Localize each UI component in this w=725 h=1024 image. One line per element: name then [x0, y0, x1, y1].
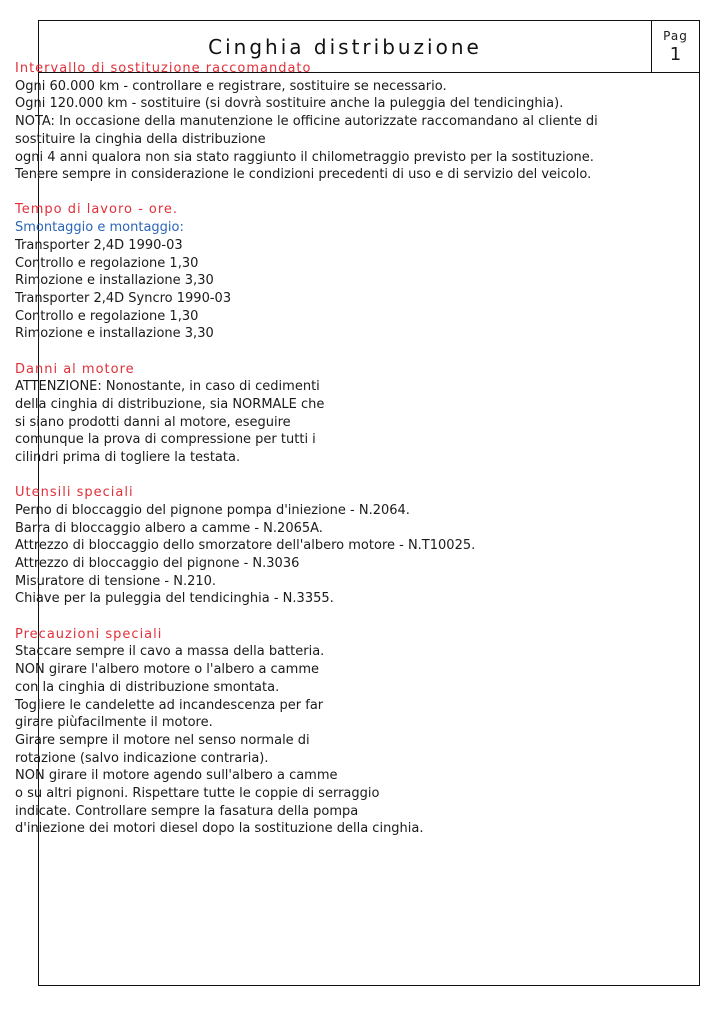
text-line: Attrezzo di bloccaggio dello smorzatore dell'albero motore - N.T10025. — [15, 538, 476, 554]
text-line: con la cinghia di distribuzione smontata. — [15, 679, 280, 695]
section-heading: Danni al motore — [15, 361, 135, 377]
text-line: Controllo e regolazione 1,30 — [15, 255, 199, 271]
text-line: indicate. Controllare sempre la fasatura della pompa — [15, 803, 359, 819]
text-line: Girare sempre il motore nel senso normale di — [15, 732, 310, 748]
text-line: della cinghia di distribuzione, sia NORMALE che — [15, 396, 325, 412]
section-danni-motore — [15, 361, 655, 467]
section-heading: Precauzioni speciali — [15, 626, 163, 642]
text-line: rotazione (salvo indicazione contraria). — [15, 750, 269, 766]
section-utensili-speciali — [15, 484, 655, 608]
section-heading: Utensili speciali — [15, 485, 134, 501]
text-line: ATTENZIONE: Nonostante, in caso di cedimenti — [15, 379, 320, 395]
text-line: comunque la prova di compressione per tutti i — [15, 432, 316, 448]
document-body — [15, 60, 655, 856]
text-line: Togliere le candelette ad incandescenza per far — [15, 697, 324, 713]
text-line: Tenere sempre in considerazione le condizioni precedenti di uso e di servizio del veicolo. — [15, 167, 592, 183]
text-line: Transporter 2,4D 1990-03 — [15, 237, 183, 253]
text-line: Chiave per la puleggia del tendicinghia - N.3355. — [15, 591, 334, 607]
text-line: d'iniezione dei motori diesel dopo la sostituzione della cinghia. — [15, 821, 424, 837]
text-line: o su altri pignoni. Rispettare tutte le coppie di serraggio — [15, 786, 380, 802]
text-line: NOTA: In occasione della manutenzione le officine autorizzate raccomandano al cliente di — [15, 114, 598, 130]
text-line: NON girare l'albero motore o l'albero a camme — [15, 662, 319, 678]
page-number-box — [651, 21, 699, 73]
section-heading: Tempo di lavoro - ore. — [15, 202, 179, 218]
text-line: si siano prodotti danni al motore, eseguire — [15, 414, 291, 430]
text-line: cilindri prima di togliere la testata. — [15, 450, 241, 466]
text-line: Attrezzo di bloccaggio del pignone - N.3036 — [15, 556, 300, 572]
text-line: Staccare sempre il cavo a massa della batteria. — [15, 644, 325, 660]
page-label: Pag — [663, 29, 688, 43]
text-line: Ogni 120.000 km - sostituire (si dovrà sostituire anche la puleggia del tendicinghia). — [15, 96, 564, 112]
section-subheading: Smontaggio e montaggio: — [15, 220, 184, 236]
section-heading: Intervallo di sostituzione raccomandato — [15, 61, 312, 76]
text-line: Ogni 60.000 km - controllare e registrare, sostituire se necessario. — [15, 78, 447, 94]
text-line: Controllo e regolazione 1,30 — [15, 308, 199, 324]
section-precauzioni-speciali — [15, 626, 655, 838]
section-tempo-lavoro — [15, 201, 655, 343]
section-intervallo — [15, 60, 655, 184]
text-line: Transporter 2,4D Syncro 1990-03 — [15, 290, 232, 306]
page-title: Cinghia distribuzione — [208, 35, 482, 59]
text-line: Rimozione e installazione 3,30 — [15, 273, 214, 289]
text-line: Rimozione e installazione 3,30 — [15, 326, 214, 342]
text-line: Perno di bloccaggio del pignone pompa d'iniezione - N.2064. — [15, 502, 410, 518]
page-number: 1 — [669, 44, 682, 65]
text-line: Barra di bloccaggio albero a camme - N.2065A. — [15, 520, 323, 536]
text-line: girare piùfacilmente il motore. — [15, 715, 213, 731]
text-line: Misuratore di tensione - N.210. — [15, 573, 217, 589]
text-line: ogni 4 anni qualora non sia stato raggiunto il chilometraggio previsto per la sostituzione. — [15, 149, 594, 165]
text-line: sostituire la cinghia della distribuzione — [15, 131, 266, 147]
text-line: NON girare il motore agendo sull'albero a camme — [15, 768, 338, 784]
